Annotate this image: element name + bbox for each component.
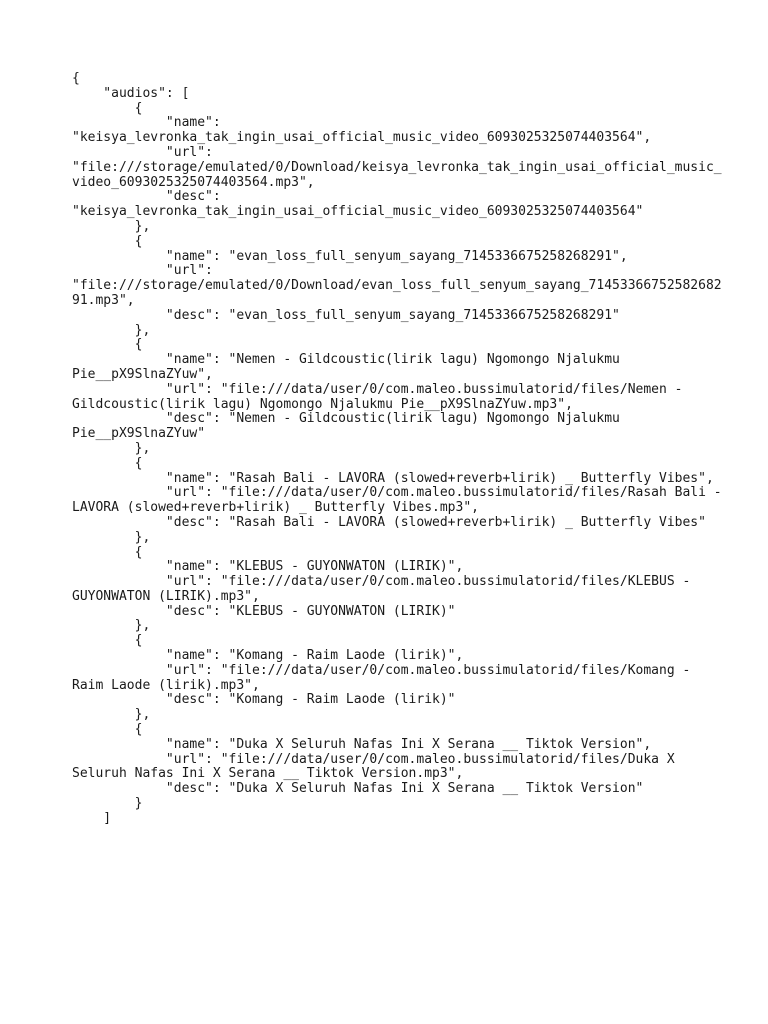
document-line: LAVORA (slowed+reverb+lirik) _ Butterfly Vibes.mp3", [72,500,479,516]
document-line: "name": "Komang - Raim Laode (lirik)", [72,648,464,664]
document-line: }, [72,322,151,338]
document-line: }, [72,529,151,545]
document-line: }, [72,440,151,456]
document-line: "name": [72,115,221,131]
document-line: "audios": [ [72,85,190,101]
document-line: { [72,544,143,560]
document-line: Gildcoustic(lirik lagu) Ngomongo Njalukmu Pie__pX9SlnaZYuw.mp3", [72,396,573,412]
json-document [72,71,722,827]
document-line: "keisya_levronka_tak_ingin_usai_official_music_video_6093025325074403564", [72,130,652,146]
document-line: { [72,71,80,86]
document-line: "desc": "evan_loss_full_senyum_sayang_7145336675258268291" [72,307,620,323]
document-line: "file:///storage/emulated/0/Download/evan_loss_full_senyum_sayang_71453366752582682 [72,278,722,294]
document-line: ] [72,810,112,826]
document-line: Seluruh Nafas Ini X Serana __ Tiktok Version.mp3", [72,766,464,782]
document-line: "url": "file:///data/user/0/com.maleo.bussimulatorid/files/Komang - [72,662,691,678]
document-line: Pie__pX9SlnaZYuw" [72,426,206,442]
document-line: video_6093025325074403564.mp3", [72,174,315,190]
document-line: "url": [72,144,213,160]
document-line: "name": "Nemen - Gildcoustic(lirik lagu) Ngomongo Njalukmu [72,352,620,368]
document-line: "desc": "KLEBUS - GUYONWATON (LIRIK)" [72,603,456,619]
document-line: "name": "Duka X Seluruh Nafas Ini X Serana __ Tiktok Version", [72,736,652,752]
document-line: }, [72,218,151,234]
document-line: "desc": "Duka X Seluruh Nafas Ini X Serana __ Tiktok Version" [72,781,644,797]
document-line: "url": "file:///data/user/0/com.maleo.bussimulatorid/files/Rasah Bali - [72,485,722,501]
document-line: "url": [72,263,213,279]
document-line: { [72,455,143,471]
document-line: "desc": "Komang - Raim Laode (lirik)" [72,692,456,708]
document-line: "desc": "Nemen - Gildcoustic(lirik lagu) Ngomongo Njalukmu [72,411,620,427]
document-line: "desc": "Rasah Bali - LAVORA (slowed+reverb+lirik) _ Butterfly Vibes" [72,514,706,530]
document-line: "file:///storage/emulated/0/Download/keisya_levronka_tak_ingin_usai_official_music_ [72,159,722,175]
document-line: }, [72,618,151,634]
document-line: GUYONWATON (LIRIK).mp3", [72,588,260,604]
document-line: "url": "file:///data/user/0/com.maleo.bussimulatorid/files/Nemen - [72,381,683,397]
document-line: "name": "Rasah Bali - LAVORA (slowed+reverb+lirik) _ Butterfly Vibes", [72,470,714,486]
document-line: Pie__pX9SlnaZYuw", [72,366,213,382]
document-line: { [72,633,143,649]
document-line: }, [72,707,151,723]
document-line: { [72,722,143,738]
document-line: "name": "evan_loss_full_senyum_sayang_7145336675258268291", [72,248,628,264]
document-line: { [72,100,143,116]
document-line: "desc": [72,189,221,205]
document-line: "url": "file:///data/user/0/com.maleo.bussimulatorid/files/KLEBUS - [72,574,691,590]
document-line: { [72,337,143,353]
document-line: "name": "KLEBUS - GUYONWATON (LIRIK)", [72,559,464,575]
document-line: Raim Laode (lirik).mp3", [72,677,260,693]
document-line: } [72,796,143,812]
document-line: "keisya_levronka_tak_ingin_usai_official_music_video_6093025325074403564" [72,204,644,220]
document-line: 91.mp3", [72,292,135,308]
document-line: "url": "file:///data/user/0/com.maleo.bussimulatorid/files/Duka X [72,751,675,767]
document-line: { [72,233,143,249]
